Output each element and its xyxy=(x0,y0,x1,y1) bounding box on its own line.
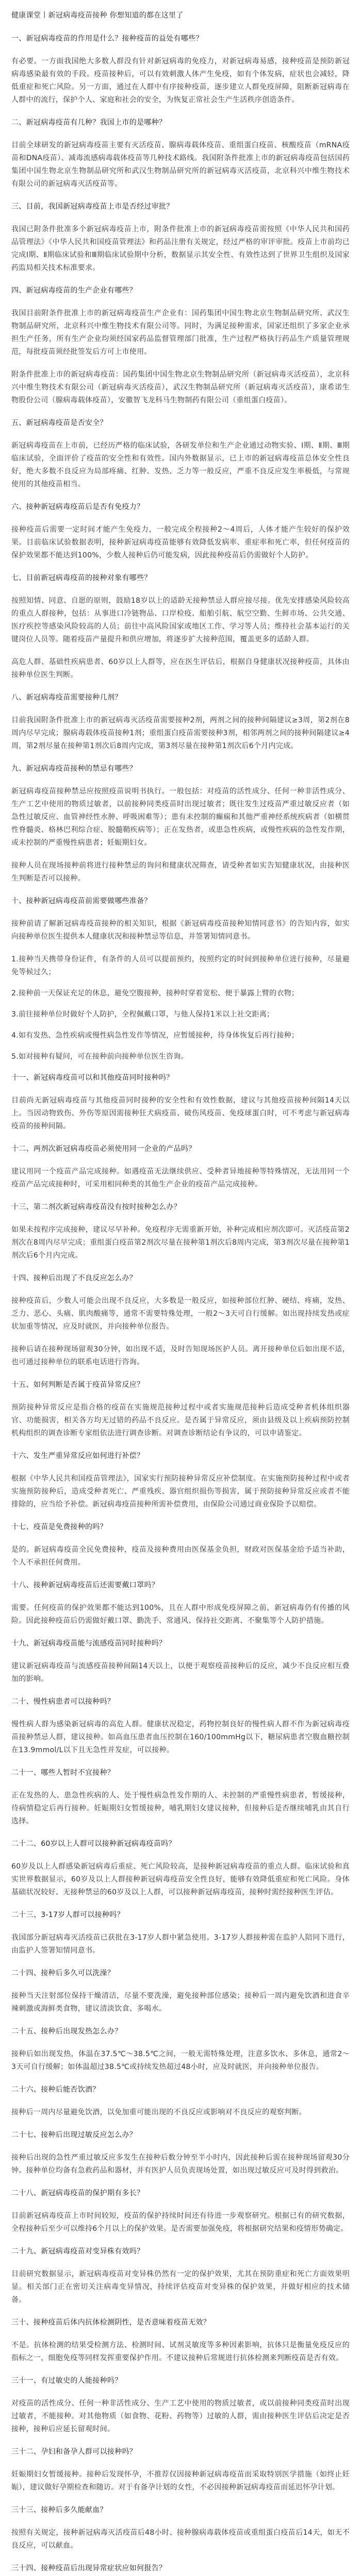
answer-paragraph: 妊娠期妇女暂缓接种。接种后发现怀孕，不推荐仅因接种新冠病毒疫苗而采取特别医学措施（如终止妊娠），建议做好孕期检查和随访。对于有备孕计划的女性，不必因接种新冠病毒疫苗而延迟怀孕计划。 xyxy=(11,2470,350,2492)
answer-paragraph: 是的。新冠病毒疫苗全民免费接种，疫苗及接种费用由医保基金负担，财政对医保基金给予适当补助，个人不承担任何费用。 xyxy=(11,1546,350,1567)
answer-paragraph: 目前我国附条件批准上市的新冠病毒灭活疫苗需要接种2剂，两剂之间的接种间隔建议≥3周，第2剂在8周内尽早完成；腺病毒载体疫苗接种1剂；重组蛋白疫苗需要接种3剂，相邻两剂之间的接种间隔建议≥4周，第2剂尽量在接种第1剂次后8周内完成，第3剂尽量在接种第1剂次后6个月内完成。 xyxy=(11,716,350,750)
question-heading: 三十四、接种疫苗后出现异常症状应如何报告？ xyxy=(11,2564,167,2572)
answer-paragraph: 接种疫苗后，少数人可能会出现不良反应，大多数是一般反应，如接种部位红肿、硬结、疼痛，发热、乏力、恶心、头痛、肌肉酸痛等，通常不需要特殊处理，一般2～3天可自行缓解。如出现持续发热或症状加重等情况，应及时就医，并向接种单位报告。 xyxy=(11,1297,350,1331)
answer-paragraph: 接种后请在接种现场留观30分钟，如出现不适，及时告知现场医护人员。离开接种单位后如出现不适，也可通过接种单位的联系电话进行咨询。 xyxy=(11,1345,350,1366)
answer-paragraph: 3.前往接种单位时做好个人防护，全程佩戴口罩，与他人保持1米以上社交距离； xyxy=(11,1010,274,1019)
answer-paragraph: 5.如对接种有疑问，可在接种前向接种单位医生咨询。 xyxy=(11,1053,188,1061)
answer-paragraph: 按照有关规定，接种新冠病毒灭活疫苗后48小时、接种腺病毒载体疫苗或重组蛋白疫苗后14天，如无不良反应，可以献血。 xyxy=(11,2529,350,2550)
question-heading: 十二、两剂次新冠病毒疫苗必须使用同一企业的产品吗？ xyxy=(11,1145,196,1153)
question-heading: 四、新冠病毒疫苗的生产企业有哪些？ xyxy=(11,286,137,295)
answer-paragraph: 接种人员在现场接种前将进行接种禁忌的询问和健康状况筛查，请受种者如实告知健康状况，由接种医生判断是否可以接种。 xyxy=(11,861,350,883)
answer-paragraph: 对疫苗的活性成分、任何一种非活性成分、生产工艺中使用的物质过敏者，或以前接种同类疫苗时出现过敏者，不能接种。对其他物质（如食物、花粉、药物等）过敏的人群，需由接种医生评估后决定是否接种，接种后应延长留观时间。 xyxy=(11,2399,350,2433)
question-heading: 二十二、60岁以上人群可以接种新冠病毒疫苗吗？ xyxy=(11,1840,176,1848)
question-heading: 三十一、有过敏史的人能接种吗？ xyxy=(11,2377,122,2385)
question-heading: 一、新冠病毒疫苗的作用是什么？接种疫苗的益处有哪些？ xyxy=(11,35,203,43)
answer-paragraph: 目前尚无新冠病毒疫苗与其他疫苗同时接种的安全性和有效性数据，建议与其他疫苗接种间隔14天以上。当因动物致伤、外伤等原因需接种狂犬病疫苗、破伤风疫苗、免疫球蛋白时，可不考虑与新冠病毒疫苗的接种间隔。 xyxy=(11,1096,350,1130)
answer-paragraph: 根据《中华人民共和国疫苗管理法》，国家实行预防接种异常反应补偿制度。在实施预防接种过程中或者实施预防接种后，造成受种者死亡、严重残疾、器官组织损伤等损害，属于预防接种异常反应或者不能排除的，应当给予补偿。新冠病毒疫苗接种所需补偿费用，由保险公司通过商业保险予以赔偿。 xyxy=(11,1475,350,1509)
question-heading: 五、新冠病毒疫苗是否安全？ xyxy=(11,419,107,427)
question-heading: 二十七、接种后出现过敏反应怎么办？ xyxy=(11,2131,137,2139)
question-heading: 三十三、接种后多久能献血？ xyxy=(11,2506,107,2514)
answer-paragraph: 4.如有发热、急性疾病或慢性病急性发作等情况，应暂缓接种，待身体恢复后再行接种； xyxy=(11,1031,299,1040)
answer-paragraph: 我国部分新冠病毒灭活疫苗已获批在3-17岁人群中紧急使用。3-17岁人群接种需在监护人陪同下进行，由监护人签署知情同意书。 xyxy=(11,1934,350,1955)
answer-paragraph: 我国目前附条件批准上市的新冠病毒疫苗生产企业有：国药集团中国生物北京生物制品研究所、武汉生物制品研究所，北京科兴中维生物技术有限公司等。同时，为满足接种需求，国家还组织了多家企业承担生产任务，所有生产企业均须经国家药品监督管理部门批准，生产过程严格执行药品生产质量管理规范，每批疫苗须经批签发后方可上市使用。 xyxy=(11,309,350,356)
question-heading: 八、新冠病毒疫苗需要接种几剂？ xyxy=(11,693,122,702)
question-heading: 十八、接种新冠病毒疫苗后还需要戴口罩吗？ xyxy=(11,1581,159,1589)
answer-paragraph: 按照知情、同意、自愿的原则，鼓励18岁以上的适龄无接种禁忌人群应接尽接。优先安排感染风险较高的重点人群接种，包括：从事进口冷链物品、口岸检疫、船舶引航、航空空勤、生鲜市场、公共交通、医疗疾控等感染风险较高的人员；前往中高风险国家或地区工作、学习等人员；维持社会基本运行的关键岗位人员等。随着疫苗产量提升和供应增加，将逐步扩大接种范围，覆盖更多的适龄人群。 xyxy=(11,597,350,643)
answer-paragraph: 高危人群、基础性疾病患者、60岁以上人群等，应在医生评估后，根据自身健康状况接种疫苗，具体由接种单位医生判断。 xyxy=(11,658,350,679)
answer-paragraph: 接种后一周内尽量避免饮酒，以免加重可能出现的不良反应或影响对不良反应的观察判断。 xyxy=(11,2108,306,2116)
answer-paragraph: 我国已附条件批准多个新冠病毒疫苗上市，附条件批准上市的新冠病毒疫苗需按照《中华人民共和国药品管理法》《中华人民共和国疫苗管理法》和药品注册有关规定，经过严格的审评审批。疫苗上市前均已完成Ⅰ期、Ⅱ期临床试验和Ⅲ期临床试验期中分析，数据显示其安全性、有效性达到了世界卫生组织及国家药监局相关技术标准要求。 xyxy=(11,225,350,272)
answer-paragraph: 如果未按程序完成接种，建议尽早补种。免疫程序无需重新开始，补种完成相应剂次即可。灭活疫苗第2剂次在8周内尽早完成；重组蛋白疫苗第2剂次尽量在接种第1剂次后8周内完成，第3剂次尽量在接种第1剂次后6个月内完成。 xyxy=(11,1226,350,1260)
question-heading: 十一、新冠病毒疫苗可以和其他疫苗同时接种吗？ xyxy=(11,1074,174,1082)
question-heading: 二十四、接种后多久可以洗澡？ xyxy=(11,1969,115,1977)
question-heading: 十六、发生严重异常反应如何进行补偿？ xyxy=(11,1452,144,1460)
answer-paragraph: 新冠病毒疫苗接种禁忌应按照疫苗说明书执行。一般包括：对疫苗的活性成分、任何一种非活性成分、生产工艺中使用的物质过敏者，以前接种同类疫苗时出现过敏者；既往发生过疫苗严重过敏反应者（如急性过敏反应、血管神经性水肿、呼吸困难等）；患有未控制的癫痫和其他严重神经系统疾病者（如横贯性脊髓炎、格林巴利综合症、脱髓鞘疾病等）；正在发热者，或患急性疾病，或慢性疾病的急性发作期，或未控制的严重慢性病患者；妊娠期妇女。 xyxy=(11,787,350,847)
question-heading: 九、新冠病毒疫苗接种的禁忌有哪些？ xyxy=(11,765,137,773)
answer-paragraph: 新冠病毒疫苗在上市前，已经历严格的临床试验，各研发单位和生产企业通过动物实验、Ⅰ期、Ⅱ期、Ⅲ期临床试验，全面评价了疫苗的安全性和有效性。国内外数据显示，已上市的新冠病毒疫苗总体安全性良好，绝大多数不良反应为局部疼痛、红肿、发热、乏力等一般反应，严重不良反应发生率极低，与常规使用的其他疫苗相当。 xyxy=(11,442,350,488)
question-heading: 十九、新冠病毒疫苗能与流感疫苗同时接种吗？ xyxy=(11,1639,167,1648)
answer-paragraph: 目前新冠病毒疫苗上市时间较短，疫苗的保护持续时间还有待进一步观察研究。根据已有的研究数据，全程接种后至少可以维持6个月以上的保护效果。是否需要加强免疫，将根据研究结果和疫情形势确定。 xyxy=(11,2212,350,2233)
answer-paragraph: 附条件批准上市的新冠病毒疫苗：国药集团中国生物北京生物制品研究所（新冠病毒灭活疫苗），北京科兴中维生物技术有限公司（新冠病毒灭活疫苗），武汉生物制品研究所（新冠病毒灭活疫苗），康希诺生物股份公司（腺病毒载体疫苗），安徽智飞龙科马生物制药有限公司（重组蛋白疫苗）。 xyxy=(11,370,350,404)
answer-paragraph: 有必要。一方面我国绝大多数人群没有针对新冠病毒的免疫力，对新冠病毒易感，接种疫苗是预防新冠病毒感染最有效的手段。疫苗接种后，可以有效刺激人体产生免疫，如有个体发病，症状也会减轻，降低重症和死亡风险。另一方面，通过在人群中有序接种疫苗，逐步建立人群免疫屏障，阻断新冠病毒在人群中的流行，保护个人、家庭和社会的安全，为恢复正常社会生产生活秩序创造条件。 xyxy=(11,57,350,104)
answer-paragraph: 目前研究数据显示，新冠病毒疫苗对变异株仍然有一定的保护效果，尤其在预防重症和死亡方面效果明显。相关部门正在密切关注病毒变异情况，持续评估疫苗对变异株的保护效果，并做好相应的技术储备。 xyxy=(11,2270,350,2304)
answer-paragraph: 接种后出现的急性严重过敏反应多发生在接种后数分钟至半小时内，因此接种后需在接种现场留观30分钟。接种单位均备有急救药品和器材，并有医护人员负责现场处置，如出现过敏反应可及时得到救治。 xyxy=(11,2154,350,2175)
answer-paragraph: 接种后如出现发热，体温在37.5℃～38.5℃之间，一般无需特殊处理，注意多饮水、多休息，通常2～3天可自行缓解；如体温超过38.5℃或持续发热超过48小时，应及时就医，并向接种单位报告。 xyxy=(11,2050,350,2071)
question-heading: 十七、疫苗是免费接种的吗？ xyxy=(11,1523,107,1531)
question-heading: 三十二、孕妇和备孕人群可以接种吗？ xyxy=(11,2448,137,2456)
question-heading: 二十五、接种后出现发热怎么办？ xyxy=(11,2027,122,2036)
question-heading: 二十六、接种后能否饮酒？ xyxy=(11,2086,100,2094)
question-heading: 十、接种新冠病毒疫苗前需要做哪些准备？ xyxy=(11,897,152,905)
question-heading: 七、目前新冠病毒疫苗的接种对象有哪些？ xyxy=(11,574,152,582)
answer-paragraph: 建议用同一个疫苗产品完成接种。如遇疫苗无法继续供应、受种者异地接种等特殊情况，无法用同一个疫苗产品完成接种时，可采用相同种类的其他生产企业的疫苗产品完成接种。 xyxy=(11,1167,350,1189)
answer-paragraph: 不是。抗体检测的结果受检测方法、检测时间、试剂灵敏度等多种因素影响，抗体只是衡量免疫反应的指标之一，细胞免疫等同样发挥重要保护作用。不建议接种后常规进行抗体检测来判断疫苗是否有效。 xyxy=(11,2341,350,2362)
answer-paragraph: 建议新冠病毒疫苗与流感疫苗接种间隔14天以上，以便于观察疫苗接种后的反应，减少不良反应相互叠加的影响。 xyxy=(11,1662,350,1683)
question-heading: 二、新冠病毒疫苗有几种？我国上市的是哪种？ xyxy=(11,118,167,127)
question-heading: 二十九、新冠病毒疫苗对变异株有效吗？ xyxy=(11,2247,144,2256)
question-heading: 三、目前，我国新冠病毒疫苗上市是否经过审批？ xyxy=(11,202,174,211)
answer-paragraph: 目前全球研发的新冠病毒疫苗主要有灭活疫苗、腺病毒载体疫苗、重组蛋白疫苗、核酸疫苗（mRNA疫苗和DNA疫苗）、减毒流感病毒载体疫苗等几种技术路线。我国附条件批准上市的新冠病毒疫苗包括国药集团中国生物北京生物制品研究所和武汉生物制品研究所的新冠病毒灭活疫苗，北京科兴中维生物技术有限公司的新冠病毒灭活疫苗等。 xyxy=(11,141,350,188)
answer-paragraph: 接种疫苗后需要一定时间才能产生免疫力，一般完成全程接种2～4周后，人体才能产生较好的保护效果。目前临床试验数据表明，接种新冠病毒疫苗能够有效降低发病率、重症率和死亡率，但任何疫苗的保护效果都不能达到100%，少数人接种后仍可能发病，因此接种疫苗后仍需做好个人防护。 xyxy=(11,526,350,560)
question-heading: 二十三、3-17岁人群可以接种吗？ xyxy=(11,1911,124,1919)
question-heading: 十四、接种后出现了不良反应怎么办？ xyxy=(11,1274,137,1282)
answer-paragraph: 预防接种异常反应是指合格的疫苗在实施规范接种过程中或者实施规范接种后造成受种者机体组织器官、功能损害，相关各方均无过错的药品不良反应。是否属于异常反应，须由县级及以上疾病预防控制机构组织的调查诊断专家组依法进行调查诊断。对调查诊断结论有争议的，可以申请鉴定。 xyxy=(11,1403,350,1437)
question-heading: 二十、慢性病患者可以接种吗？ xyxy=(11,1698,115,1706)
question-heading: 二十八、新冠病毒疫苗的保护期有多长？ xyxy=(11,2189,144,2197)
answer-paragraph: 需要。任何疫苗的保护效果都不能达到100%，且在人群中形成免疫屏障之前，新冠病毒仍有传播的风险。因此接种疫苗后仍需做好戴口罩、勤洗手、常通风、保持社交距离、不聚集等个人防护措施。 xyxy=(11,1604,350,1625)
answer-paragraph: 1.接种当天携带身份证件，有条件的人员可以提前预约，按照约定的时间到接种单位进行接种，尽量避免等候过久； xyxy=(11,955,350,976)
answer-paragraph: 2.接种前一天保证充足的休息，避免空腹接种，接种时穿着宽松、便于暴露上臂的衣物； xyxy=(11,989,299,997)
answer-paragraph: 接种当天注射部位保持干燥清洁，尽量不要洗澡，避免接种部位感染；接种后一周内避免饮酒和进食辛辣刺激或海鲜类食物，建议清淡饮食、多喝水。 xyxy=(11,1992,350,2013)
answer-paragraph: 正在发热的人、患急性疾病的人、处于慢性病急性发作期的人、未控制的严重慢性病患者，暂缓接种，待病情稳定后再行接种。妊娠期妇女暂缓接种，哺乳期妇女建议接种，但接种后是否继续哺乳由其自行选择。 xyxy=(11,1791,350,1825)
article-intro: 健康课堂丨新冠病毒疫苗接种 你想知道的都在这里了 xyxy=(11,11,184,20)
question-heading: 三十、接种疫苗后体内抗体检测阴性，是否意味着疫苗无效？ xyxy=(11,2318,211,2327)
question-heading: 二十一、哪些人暂时不宜接种？ xyxy=(11,1769,115,1777)
answer-paragraph: 慢性病人群为感染新冠病毒的高危人群。健康状况稳定，药物控制良好的慢性病人群不作为新冠病毒疫苗接种禁忌人群，建议接种。如高血压患者血压控制在160/100mmHg以下，糖尿病患者空腹血糖控制在13.9mmol/L以下且无急性并发症，可以接种。 xyxy=(11,1720,350,1754)
question-heading: 十五、如何判断是否属于疫苗异常反应？ xyxy=(11,1381,144,1389)
question-heading: 六、接种新冠病毒疫苗后是否有免疫力？ xyxy=(11,503,144,511)
answer-paragraph: 接种前请了解新冠病毒疫苗接种的相关知识，根据《新冠病毒疫苗接种知情同意书》的告知内容，如实向接种单位医生提供本人健康状况和接种禁忌等信息，并签署知情同意书。 xyxy=(11,920,350,941)
question-heading: 十三、第二剂次新冠病毒疫苗没有按时接种怎么办？ xyxy=(11,1203,181,1211)
answer-paragraph: 60岁及以上人群感染新冠病毒后重症、死亡风险较高，是接种新冠病毒疫苗的重点人群。临床试验和真实世界数据显示，60岁及以上人群接种新冠病毒疫苗安全性良好，能够有效降低重症和死亡风险。身体基础状况较好、无接种禁忌的60岁及以上人群，可以接种新冠病毒疫苗，接种时需经接种医生评估。 xyxy=(11,1862,350,1896)
